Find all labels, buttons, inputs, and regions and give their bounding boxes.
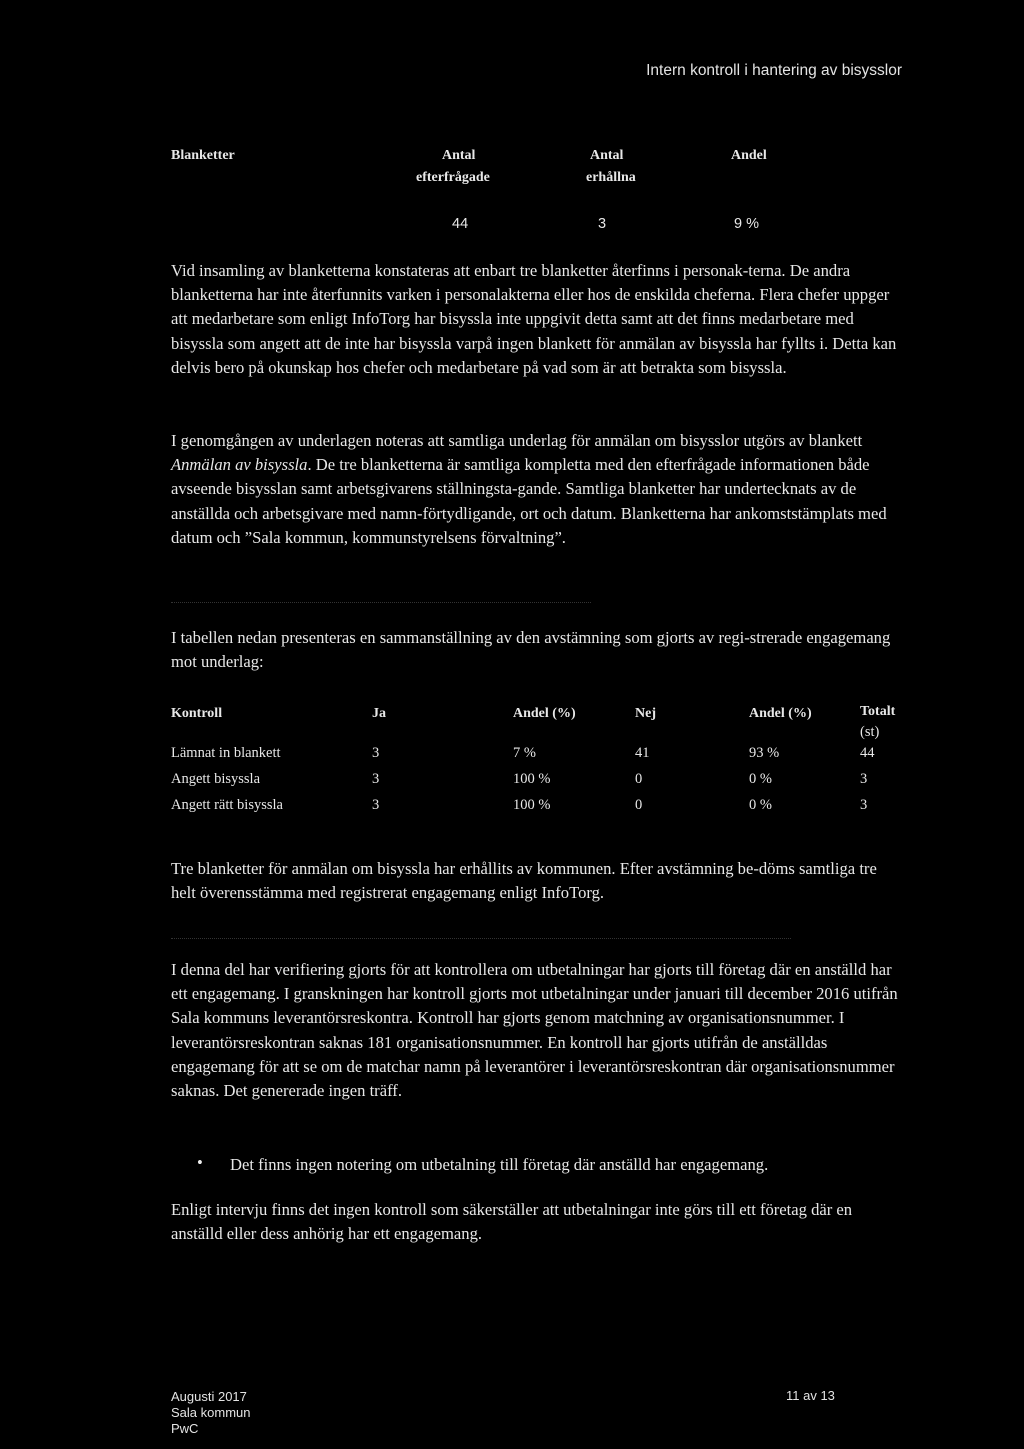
row-andel-ja: 100 % [513, 797, 551, 813]
paragraph-genomgang [171, 429, 901, 550]
row-andel-nej: 93 % [749, 745, 780, 761]
paragraph-text [171, 429, 901, 550]
bullet-item [230, 1153, 910, 1177]
footer-firm: PwC [171, 1421, 199, 1436]
bullet-icon: • [197, 1153, 203, 1172]
col-andel-ja: Andel (%) [513, 706, 576, 721]
row-totalt: 3 [860, 797, 868, 813]
row-andel-ja: 100 % [513, 771, 551, 787]
paragraph-intervju [171, 1198, 901, 1246]
paragraph-tabell-intro [171, 626, 901, 674]
row-nej: 0 [635, 771, 643, 787]
col-andel: Andel [731, 148, 767, 163]
paragraph-insamling [171, 259, 901, 380]
row-andel-nej: 0 % [749, 797, 772, 813]
row-ja: 3 [372, 745, 380, 761]
col-antal-efterfragade-line2: efterfrågade [416, 170, 490, 185]
paragraph-text: Enligt intervju finns det ingen kontroll som säkerställer att utbetalningar inte görs till ett företag där en anställd eller dess anhörig har ett engagemang. [171, 1200, 853, 1244]
footer-date: Augusti 2017 [171, 1389, 247, 1404]
col-antal-erhallna-line1: Antal [590, 148, 624, 163]
paragraph-text: Tre blanketter för anmälan om bisyssla har erhållits av kommunen. Efter avstämning be-döms samtliga tre helt överensstämma med registrerat engagemang enligt InfoTorg. [171, 859, 877, 903]
row-totalt: 44 [860, 745, 875, 761]
cell-received: 3 [598, 216, 607, 232]
page-number: 11 av 13 [786, 1388, 835, 1403]
paragraph-text: Vid insamling av blanketterna konstateras att enbart tre blanketter återfinns i personak-terna. De andra blanketterna har inte återfunnits varken i personalakterna eller hos de enskilda cheferna. Flera chefer uppger att medarbetare som enligt InfoTorg har bisyssla inte uppgivit detta samt att det finns medarbetare med bisyssla som angett att de inte har bisyssla varpå ingen blankett för anmälan av bisyssla har fyllts i. Detta kan delvis bero på okunskap hos chefer och medarbetare på vad som är att betrakta som bisyssla. [171, 261, 897, 377]
footer-org: Sala kommun [171, 1405, 251, 1420]
page-footer [171, 1389, 250, 1437]
cell-requested: 44 [452, 216, 469, 232]
row-nej: 0 [635, 797, 643, 813]
paragraph-slutsats [171, 857, 901, 905]
row-label: Angett rätt bisyssla [171, 797, 283, 813]
col-totalt-unit: (st) [860, 724, 880, 740]
col-blanketter: Blanketter [171, 148, 235, 163]
bullet-text: Det finns ingen notering om utbetalning till företag där anställd har engagemang. [230, 1155, 769, 1174]
faint-artifact [171, 938, 791, 945]
col-nej: Nej [635, 706, 656, 721]
paragraph-text-b: . De tre blanketterna är samtliga kompletta med den efterfrågade informationen både avseende bisysslan samt arbetsgivarens ställningsta-gande. Samtliga blanketter har undertecknats av de anställda och arbetsgivare med namn-förtydligande, ort och datum. Blanketterna har ankomststämplats med datum och ”Sala kommun, kommunstyrelsens förvaltning”. [171, 455, 887, 547]
cell-share: 9 % [734, 216, 759, 232]
col-kontroll: Kontroll [171, 706, 223, 721]
faint-artifact [171, 602, 591, 609]
paragraph-text: I denna del har verifiering gjorts för att kontrollera om utbetalningar har gjorts till företag där en anställd har ett engagemang. I granskningen har kontroll gjorts mot utbetalningar under januari till december 2016 utifrån Sala kommuns leverantörsreskontra. Kontroll har gjorts genom matchning av organisationsnummer. I leverantörsreskontran saknas 181 organisationsnummer. En kontroll har gjorts utifrån de anställdas engagemang för att se om de matchar namn på leverantörer i leverantörsreskontran där organisationsnummer saknas. Det genererade ingen träff. [171, 960, 898, 1101]
col-andel-nej: Andel (%) [749, 706, 812, 721]
col-antal-efterfragade-line1: Antal [442, 148, 476, 163]
row-andel-nej: 0 % [749, 771, 772, 787]
row-totalt: 3 [860, 771, 868, 787]
row-label: Lämnat in blankett [171, 745, 281, 761]
col-ja: Ja [372, 706, 386, 721]
row-ja: 3 [372, 771, 380, 787]
row-andel-ja: 7 % [513, 745, 536, 761]
col-totalt: Totalt [860, 704, 896, 719]
row-label: Angett bisyssla [171, 771, 261, 787]
col-antal-erhallna-line2: erhållna [586, 170, 636, 185]
paragraph-verifiering [171, 958, 901, 1103]
row-nej: 41 [635, 745, 650, 761]
paragraph-text: I tabellen nedan presenteras en sammanställning av den avstämning som gjorts av regi-strerade engagemang mot underlag: [171, 628, 891, 672]
row-ja: 3 [372, 797, 380, 813]
paragraph-text-a: I genomgången av underlagen noteras att samtliga underlag för anmälan om bisysslor utgörs av blankett [171, 431, 863, 450]
page-header-title: Intern kontroll i hantering av bisysslor [646, 62, 902, 79]
blankett-name: Anmälan av bisyssla [171, 455, 308, 475]
